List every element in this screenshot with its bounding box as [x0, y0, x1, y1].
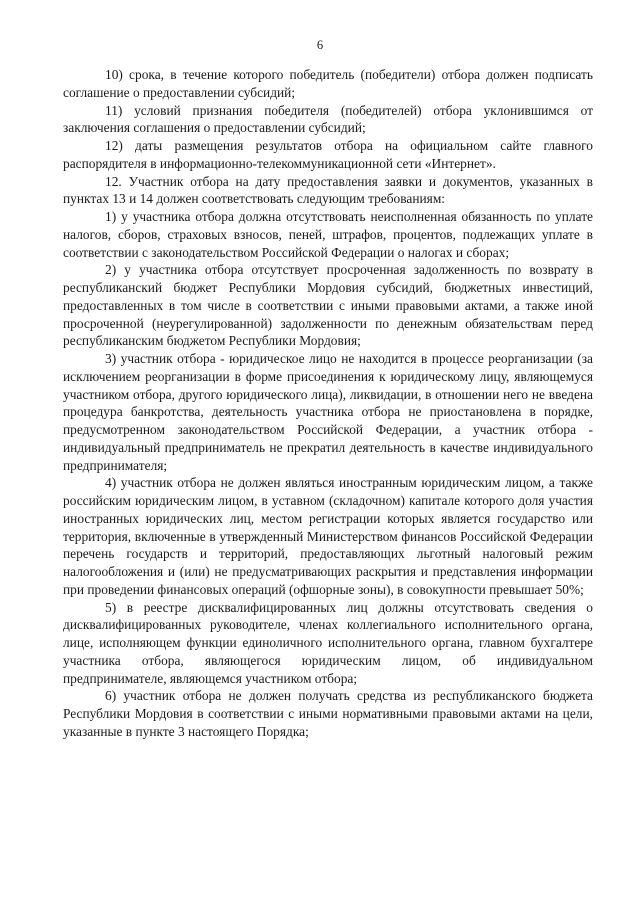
- paragraph-requirement-2: 2) у участника отбора отсутствует просроченная задолженность по возврату в республиканский бюджет Республики Мордовия субсидий, бюджетных инвестиций, предоставленных в том числе в соответствии с иными правовыми актами, а также иной просроченной (неурегулированной) задолженности по денежным обязательствам перед республиканским бюджетом Республики Мордовия;: [63, 262, 593, 349]
- paragraph-subitem-11: 11) условий признания победителя (победителей) отбора уклонившимся от заключения соглашения о предоставлении субсидий;: [63, 102, 593, 136]
- paragraph-subitem-10: 10) срока, в течение которого победитель (победители) отбора должен подписать соглашение о предоставлении субсидий;: [63, 67, 593, 100]
- page-number: 6: [316, 38, 324, 52]
- paragraph-requirement-4: 4) участник отбора не должен являться иностранным юридическим лицом, а также российским юридическим лицом, в уставном (складочном) капитале которого доля участия иностранных юридических лиц, местом регистрации которых является государство или территория, включенные в утвержденный Министерством финансов Российской Федерации перечень государств и территорий, предоставляющих льготный налоговый режим налогообложения и (или) не предусматривающих раскрытия и представления информации при проведении финансовых операций (офшорные зоны), в совокупности превышает 50%;: [63, 475, 593, 597]
- paragraph-requirement-5: 5) в реестре дисквалифицированных лиц должны отсутствовать сведения о дисквалифицированных руководителе, членах коллегиального исполнительного органа, лице, исполняющем функции единоличного исполнительного органа, главном бухгалтере участника отбора, являющегося юридическим лицом, об индивидуальном предпринимателе, являющемся участником отбора;: [63, 599, 593, 686]
- paragraph-requirement-3: 3) участник отбора - юридическое лицо не находится в процессе реорганизации (за исключением реорганизации в форме присоединения к юридическому лицу, являющемуся участником отбора, другого юридического лица), ликвидации, в отношении него не введена процедура банкротства, деятельность участника отбора не приостановлена в порядке, предусмотренном законодательством Российской Федерации, а участник отбора - индивидуальный предприниматель не прекратил деятельность в качестве индивидуального предпринимателя;: [63, 351, 593, 473]
- paragraph-requirement-1: 1) у участника отбора должна отсутствовать неисполненная обязанность по уплате налогов, сборов, страховых взносов, пеней, штрафов, процентов, подлежащих уплате в соответствии с законодательством Российской Федерации о налогах и сборах;: [63, 209, 593, 260]
- paragraph-item-12: 12. Участник отбора на дату предоставления заявки и документов, указанных в пунктах 13 и 14 должен соответствовать следующим требованиям:: [63, 173, 593, 207]
- paragraph-requirement-6: 6) участник отбора не должен получать средства из республиканского бюджета Республики Мордовия в соответствии с иными нормативными правовыми актами на цели, указанные в пункте 3 настоящего Порядка;: [63, 688, 593, 739]
- paragraph-subitem-12: 12) даты размещения результатов отбора на официальном сайте главного распорядителя в информационно-телекоммуникационной сети «Интернет».: [63, 138, 593, 171]
- document-body: [63, 66, 593, 741]
